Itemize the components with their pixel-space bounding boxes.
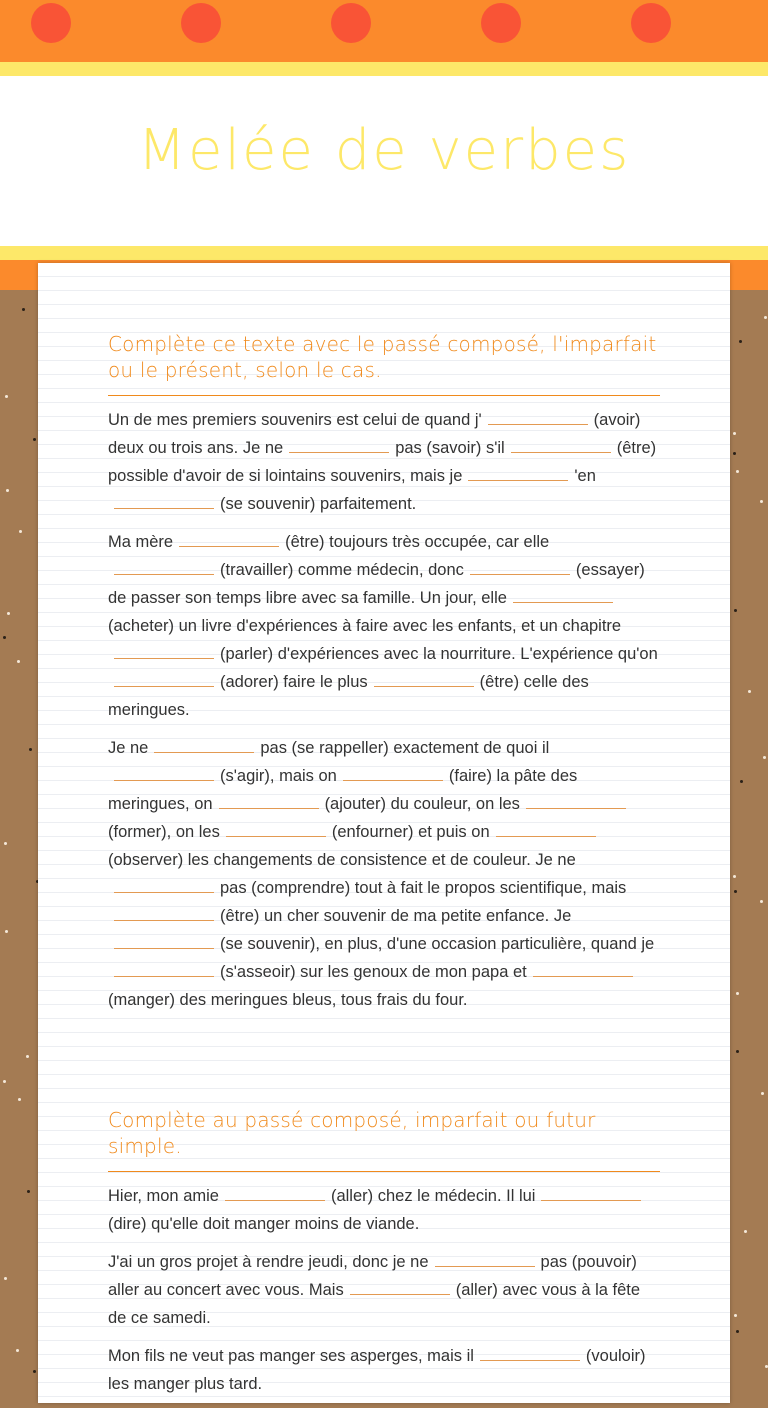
cork-speck (733, 452, 736, 455)
answer-blank[interactable] (114, 560, 214, 575)
cork-speck (736, 470, 739, 473)
answer-blank[interactable] (343, 766, 443, 781)
cork-speck (736, 992, 739, 995)
answer-blank[interactable] (496, 822, 596, 837)
cork-speck (22, 308, 25, 311)
paragraph-text: pas (se rappeller) exactement de quoi il (260, 739, 550, 757)
answer-blank[interactable] (114, 494, 214, 509)
cork-speck (7, 612, 10, 615)
paragraph-text: 'en (574, 467, 596, 485)
answer-blank[interactable] (114, 644, 214, 659)
answer-blank[interactable] (154, 738, 254, 753)
cork-speck (761, 1092, 764, 1095)
section-paragraphs (108, 1182, 660, 1398)
answer-blank[interactable] (114, 906, 214, 921)
decorative-dot-1 (31, 3, 71, 43)
cork-speck (734, 890, 737, 893)
answer-blank[interactable] (513, 588, 613, 603)
answer-blank[interactable] (470, 560, 570, 575)
paragraph-text: Ma mère (108, 533, 174, 551)
header-yellow-stripe (0, 62, 768, 76)
answer-blank[interactable] (219, 794, 319, 809)
answer-blank[interactable] (480, 1346, 580, 1361)
cork-speck (736, 1050, 739, 1053)
paragraph-text: pas (savoir) s'il (395, 439, 505, 457)
worksheet-paper (38, 263, 730, 1403)
cork-speck (764, 316, 767, 319)
answer-blank[interactable] (468, 466, 568, 481)
cork-speck (3, 636, 6, 639)
cork-speck (33, 1370, 36, 1373)
exercise-paragraph (108, 1248, 660, 1332)
paragraph-text: (enfourner) et puis on (331, 823, 490, 841)
paragraph-text: (se souvenir) parfaitement. (220, 495, 417, 513)
answer-blank[interactable] (114, 962, 214, 977)
paragraph-text: (acheter) un livre d'expériences à faire avec les enfants, et un chapitre (108, 617, 622, 635)
cork-speck (734, 1314, 737, 1317)
cork-speck (27, 1190, 30, 1193)
answer-blank[interactable] (435, 1252, 535, 1267)
answer-blank[interactable] (526, 794, 626, 809)
cork-speck (733, 875, 736, 878)
page-title: Melée de verbes (137, 118, 631, 183)
paragraph-text: (aller) chez le médecin. Il lui (330, 1187, 536, 1205)
paragraph-text: J'ai un gros projet à rendre jeudi, donc je ne (108, 1253, 429, 1271)
section-1 (108, 331, 660, 1024)
exercise-paragraph (108, 1342, 660, 1398)
answer-blank[interactable] (114, 934, 214, 949)
answer-blank[interactable] (289, 438, 389, 453)
paragraph-text: pas (pouvoir) aller au concert avec vous. Mais (108, 1253, 637, 1299)
paragraph-text: (avoir) deux ou trois ans. Je ne (108, 411, 641, 457)
section-paragraphs (108, 406, 660, 1014)
cork-speck (740, 780, 743, 783)
cork-speck (5, 930, 8, 933)
cork-speck (29, 748, 32, 751)
paragraph-text: Hier, mon amie (108, 1187, 219, 1205)
cork-speck (3, 1080, 6, 1083)
cork-speck (760, 500, 763, 503)
paragraph-text: (observer) les changements de consistence et de couleur. Je ne (108, 851, 576, 869)
paragraph-text: Un de mes premiers souvenirs est celui de quand j' (108, 411, 482, 429)
paragraph-text: (s'asseoir) sur les genoux de mon papa et (220, 963, 527, 981)
section-heading: Complète ce texte avec le passé composé, l'imparfait ou le présent, selon le cas. (108, 331, 660, 396)
cork-speck (739, 340, 742, 343)
section-heading: Complète au passé composé, imparfait ou futur simple. (108, 1107, 660, 1172)
paragraph-text: (dire) qu'elle doit manger moins de viande. (108, 1215, 420, 1233)
exercise-paragraph (108, 1182, 660, 1238)
answer-blank[interactable] (533, 962, 633, 977)
paragraph-text: (être) possible d'avoir de si lointains souvenirs, mais je (108, 439, 657, 485)
answer-blank[interactable] (114, 878, 214, 893)
cork-speck (744, 1230, 747, 1233)
paragraph-text: (travailler) comme médecin, donc (220, 561, 464, 579)
answer-blank[interactable] (226, 822, 326, 837)
decorative-dot-5 (631, 3, 671, 43)
answer-blank[interactable] (114, 766, 214, 781)
paragraph-text: (manger) des meringues bleus, tous frais du four. (108, 991, 468, 1009)
title-yellow-stripe (0, 246, 768, 260)
cork-speck (734, 609, 737, 612)
paragraph-text: (adorer) faire le plus (220, 673, 368, 691)
decorative-dot-2 (181, 3, 221, 43)
cork-speck (736, 1330, 739, 1333)
cork-speck (748, 690, 751, 693)
paragraph-text: (former), on les (108, 823, 220, 841)
paragraph-text: (être) un cher souvenir de ma petite enfance. Je (220, 907, 572, 925)
paragraph-text: (être) celle des meringues. (108, 673, 589, 719)
decorative-dot-4 (481, 3, 521, 43)
paragraph-text: Mon fils ne veut pas manger ses asperges, mais il (108, 1347, 474, 1365)
paragraph-text: (s'agir), mais on (220, 767, 337, 785)
cork-speck (760, 900, 763, 903)
exercise-paragraph (108, 734, 660, 1014)
section-2 (108, 1107, 660, 1408)
cork-speck (763, 756, 766, 759)
exercise-paragraph (108, 528, 660, 724)
cork-speck (733, 432, 736, 435)
cork-speck (17, 660, 20, 663)
decorative-dot-3 (331, 3, 371, 43)
answer-blank[interactable] (541, 1186, 641, 1201)
title-area (0, 76, 768, 246)
paragraph-text: (essayer) de passer son temps libre avec sa famille. Un jour, elle (108, 561, 645, 607)
cork-speck (4, 842, 7, 845)
answer-blank[interactable] (511, 438, 611, 453)
cork-speck (26, 1055, 29, 1058)
paragraph-text: (vouloir) les manger plus tard. (108, 1347, 646, 1393)
cork-speck (5, 395, 8, 398)
paragraph-text: (se souvenir), en plus, d'une occasion particulière, quand je (220, 935, 655, 953)
paragraph-text: (parler) d'expériences avec la nourriture. L'expérience qu'on (220, 645, 658, 663)
exercise-paragraph (108, 406, 660, 518)
answer-blank[interactable] (488, 410, 588, 425)
answer-blank[interactable] (179, 532, 279, 547)
cork-speck (19, 530, 22, 533)
cork-speck (18, 1098, 21, 1101)
cork-speck (4, 1277, 7, 1280)
paragraph-text: (aller) avec vous à la fête de ce samedi. (108, 1281, 641, 1327)
paragraph-text: (être) toujours très occupée, car elle (285, 533, 550, 551)
answer-blank[interactable] (225, 1186, 325, 1201)
answer-blank[interactable] (114, 672, 214, 687)
paragraph-text: (ajouter) du couleur, on les (324, 795, 520, 813)
answer-blank[interactable] (350, 1280, 450, 1295)
paragraph-text: Je ne (108, 739, 149, 757)
paragraph-text: (faire) la pâte des meringues, on (108, 767, 578, 813)
cork-speck (6, 489, 9, 492)
answer-blank[interactable] (374, 672, 474, 687)
cork-speck (33, 438, 36, 441)
paragraph-text: pas (comprendre) tout à fait le propos scientifique, mais (220, 879, 627, 897)
cork-speck (16, 1349, 19, 1352)
